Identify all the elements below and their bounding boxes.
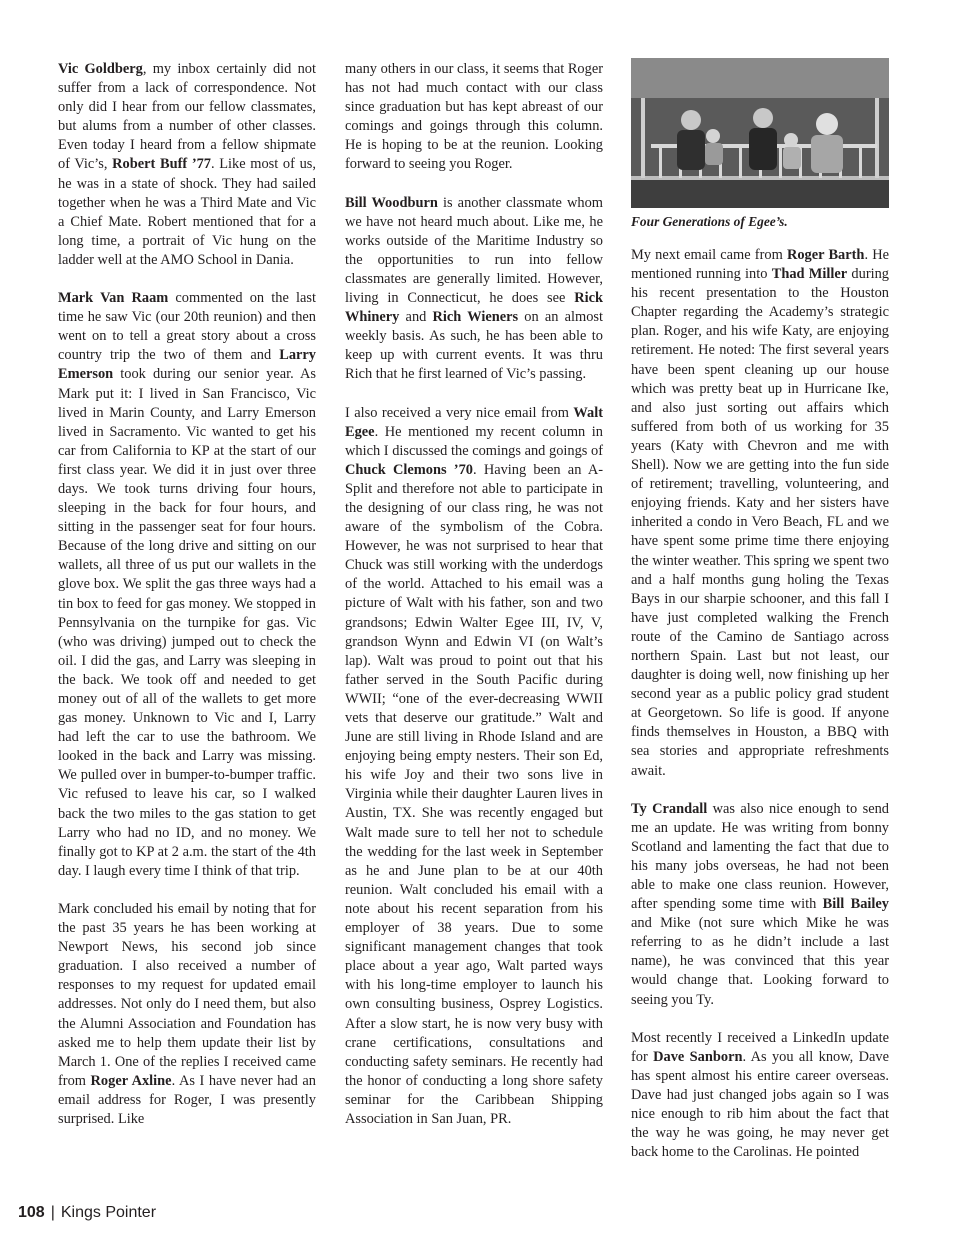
paragraph	[58, 900, 316, 1129]
person-name: Thad Miller	[771, 266, 848, 283]
paragraph	[58, 289, 316, 881]
family-photo-image	[631, 58, 889, 208]
text-run: . As I have never had an email address for Roger, I was presently surprised. Like	[58, 1072, 316, 1127]
text-run: . Having been an A-Split and therefore not able to participate in the designing of our class ring, he was not aware of the symbolism of the Cobra. However, he was not surprised to hear that Chuck was still working with the underdogs of the world. Attached to his email was a picture of Walt with his father, son and two grandsons; Edwin Walter Egee III, IV, V, grandson Wynn and Edwin VI (on Walt’s lap). Walt was proud to point out that his father served in the South Pacific during WWII; “one of the ever-decreasing WWII vets that deserve our gratitude.” Walt and June are still living in Rhode Island and are enjoying being empty nesters. Their son Ed, his wife Joy and their two sons live in Virginia while their daughter Lauren lives in Austin, TX. She was recently engaged but Walt made sure to tell her not to schedule the wedding for the last week in September as he and June plan to be at our 40th reunion. Walt concluded his email with a note about his recent separation from his employer of 38 years. Due to some significant management changes that took place about a year ago, Walt parted ways with his long-time employer to launch his own consulting business, Osprey Logistics. After a slow start, he is now very busy with crane certifications, consultations and conducting safety seminars. He recently had the honor of conducting a long shore safety seminar for the Caribbean Shipping Association in San Juan, PR.	[345, 461, 604, 1127]
text-run: and Mike (not sure which Mike he was referring to as he didn’t include a last name), he was convinced that this year would change that. Looking forward to seeing you Ty.	[631, 915, 889, 1008]
publication-name: Kings Pointer	[60, 1204, 157, 1221]
person-name: Chuck Clemons ’70	[345, 461, 473, 478]
text-run: . As you all know, Dave has spent almost his entire career overseas. Dave had just changed jobs again so I was nice enough to rib him about the fact that the way he was going, he may never get back home to the Carolinas. He pointed	[631, 1048, 889, 1161]
text-run: took during our senior year. As Mark put it: I lived in San Francisco, Vic lived in Marin County, and Larry Emerson lived in Sacramento. Vic wanted to get his car from California to KP at the start of our first class year. We did it in just over three days. We took turns driving four hours, sleeping in the back for four hours, and sitting in the passenger seat for four hours. Because of the long drive and sitting on our wallets, all three of us put our wallets in the glove box. We split the gas three ways had a tin box to feed for gas money. We stopped in Pennsylvania on the turnpike for gas. Vic (who was driving) jumped out to check the oil. I did the gas, and Larry was sleeping in the back. We took off and needed to get money out of all of the wallets to get more gas money. Unknown to Vic and I, Larry had left the car to use the bathroom. We looked in the back and Larry was missing. We pulled over in bumper-to-bumper traffic. Vic refused to leave his car, so I walked back the two miles to the gas station to get Larry who had no ID, and no money. We finally got to KP at 2 a.m. the start of the 4th day. I laugh every time I think of that trip.	[58, 366, 316, 879]
text-run: was also nice enough to send me an update. He was writing from bonny Scotland and lamenting the fact that due to his many jobs overseas, he had not been able to make one class reunion. However, after spending some time with	[631, 800, 889, 913]
text-run: Mark concluded his email by noting that for the past 35 years he has been working at Newport News, his second job since graduation. I also received a number of responses to my request for updated email addresses. Not only do I need them, but also the Alumni Association and Foundation has asked me to help them update their list by March 1. One of the replies I received came from	[58, 900, 316, 1089]
text-run: Most recently I received a LinkedIn update for	[631, 1029, 889, 1065]
person-name: Walt Egee	[345, 404, 603, 440]
page-footer	[18, 1204, 156, 1222]
text-run: during his recent presentation to the Houston Chapter regarding the Academy’s strategic plan. Roger, and his wife Katy, are enjoying retirement. He noted: The first several years have been spent cleaning up our house which was pretty beat up in Hurricane Ike, and also just sorting out affairs which suffered from both of us working for 35 years (Katy with Chevron and me with Shell). Now we are getting into the fun side of retirement; travelling, volunteering, and enjoying friends. Katy and her sisters have inherited a condo in Vero Beach, FL and we have spent some prime time there enjoying the winter weather. This spring we spent two and a half months gung holing the Texas Bays in our sharpie schooner, and this fall I have just completed walking the French route of the Camino de Santiago across northern Spain. Last but not least, our daughter is doing well, now finishing up her second year as a public policy grad student at Georgetown. So life is good. If anyone finds themselves in Houston, a BBQ with sea stories and appropriate refreshments await.	[631, 266, 890, 779]
paragraph	[345, 404, 603, 1130]
person-name: Dave Sanborn	[653, 1048, 743, 1065]
text-run: many others in our class, it seems that Roger has not had much contact with our class since graduation but has kept abreast of our comings and goings through this column. He is hoping to be at the reunion. Looking forward to seeing you Roger.	[345, 61, 603, 173]
paragraph	[58, 60, 316, 270]
paragraph	[631, 800, 889, 1010]
person-name: Bill Bailey	[822, 896, 889, 913]
text-run: I also received a very nice email from	[345, 404, 574, 421]
text-run: on an almost weekly basis. As such, he has been able to keep up with current events. It was thru Rich that he first learned of Vic’s passing.	[345, 309, 603, 383]
person-name: Robert Buff ’77	[112, 156, 211, 173]
text-run: My next email came from	[631, 247, 787, 263]
text-run: . Like most of us, he was in a state of shock. They had sailed together when he was a Third Mate and Vic a Chief Mate. Robert mentioned that for a long time, a portrait of Vic hung on the ladder well at the AMO School in Dania.	[58, 156, 316, 268]
photo-caption: Four Generations of Egee’s.	[631, 214, 788, 229]
footer-separator: |	[50, 1204, 55, 1221]
text-run: . He mentioned my recent column in which I discussed the comings and goings of	[345, 423, 603, 459]
article-column-1	[58, 60, 316, 1148]
person-name: Larry Emerson	[58, 347, 316, 383]
person-name: Ty Crandall	[631, 800, 708, 817]
paragraph	[345, 194, 603, 385]
page-number: 108	[18, 1204, 45, 1221]
article-column-2	[345, 60, 603, 1148]
family-photo	[631, 58, 889, 208]
text-run: . He mentioned running into	[631, 247, 889, 283]
person-name: Bill Woodburn	[345, 194, 438, 211]
paragraph	[631, 246, 889, 781]
person-name: Mark Van Raam	[58, 290, 169, 307]
paragraph	[345, 60, 603, 175]
text-run: is another classmate whom we have not heard much about. Like me, he works outside of the Maritime Industry so the opportunities to run into fellow classmates are generally limited. However, living in Connecticut, he does see	[345, 194, 603, 307]
article-column-3	[631, 246, 889, 1181]
text-run: , my inbox certainly did not suffer from a lack of correspondence. Not only did I hear from our fellow classmates, but alums from a number of other classes. Even today I heard from a fellow shipmate of Vic’s,	[58, 61, 316, 173]
text-run: and	[399, 309, 433, 326]
paragraph	[631, 1029, 889, 1163]
text-run: commented on the last time he saw Vic (our 20th reunion) and then went on to tell a great story about a cross country trip the two of them and	[58, 290, 316, 364]
person-name: Rick Whinery	[345, 290, 603, 326]
person-name: Rich Wieners	[432, 309, 519, 326]
person-name: Roger Axline	[90, 1072, 172, 1089]
person-name: Vic Goldberg	[58, 61, 143, 77]
person-name: Roger Barth	[786, 247, 865, 263]
